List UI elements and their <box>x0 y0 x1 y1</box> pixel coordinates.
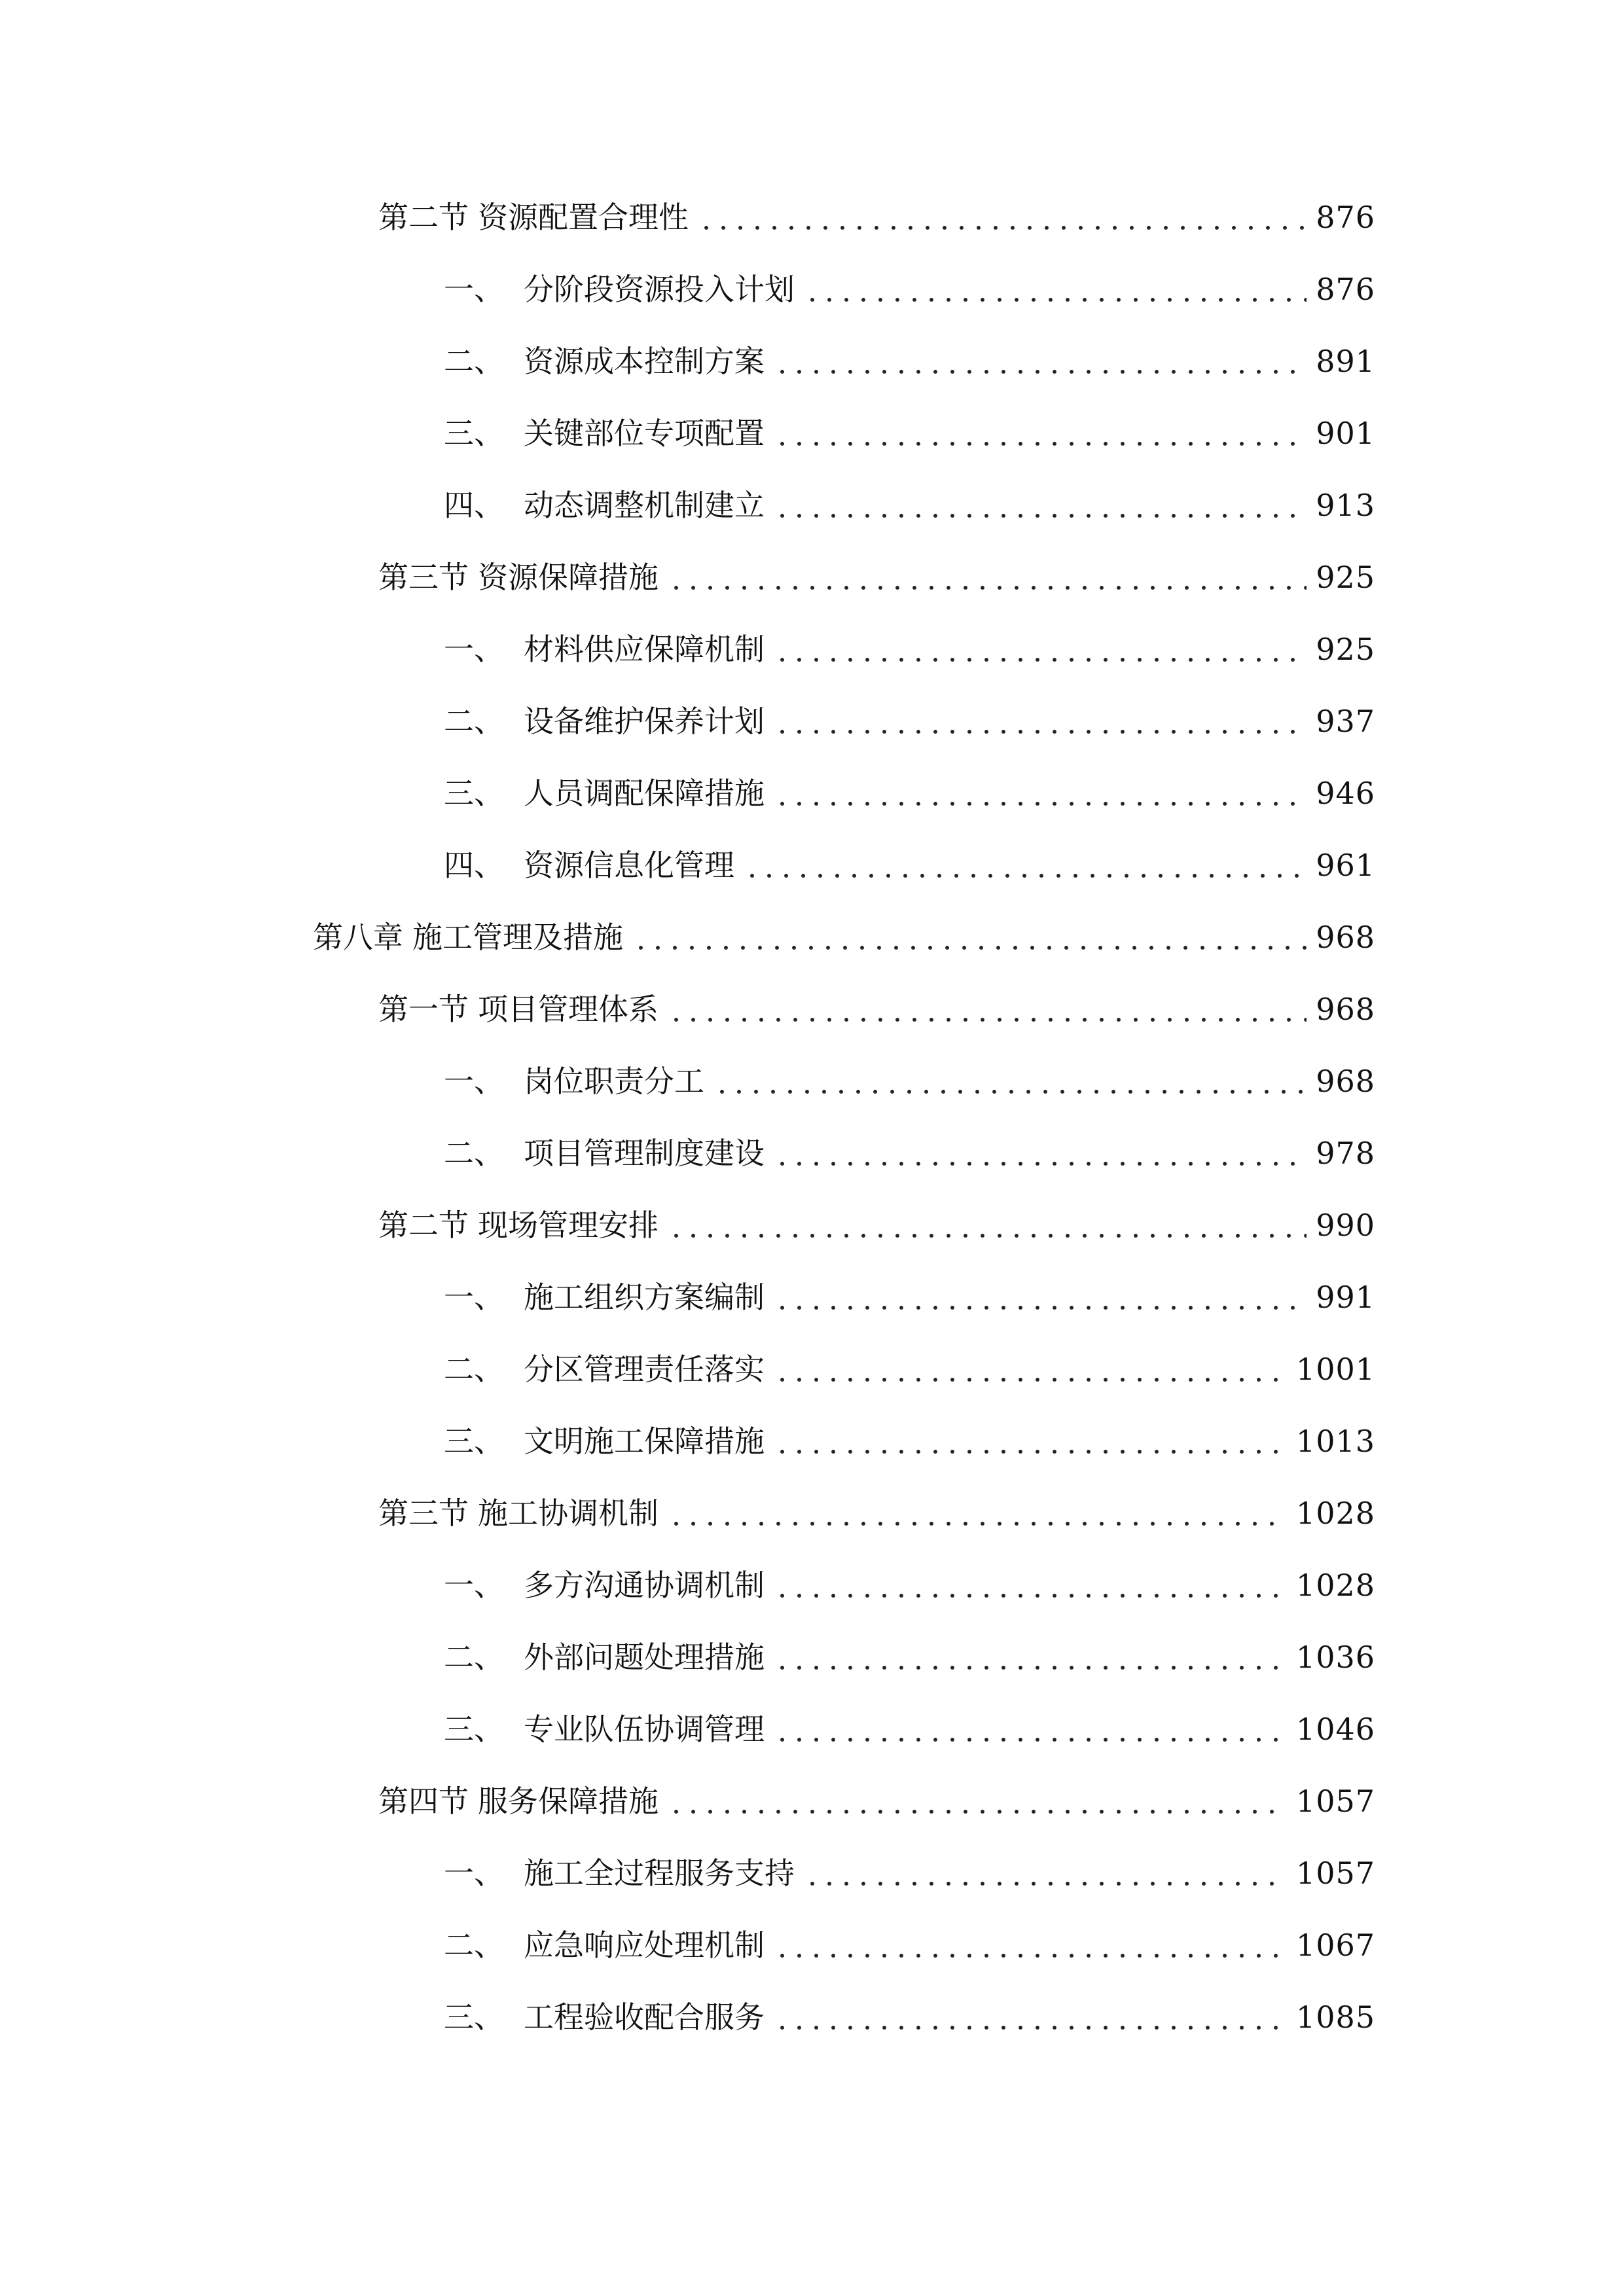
dot-leader <box>774 778 1307 808</box>
toc-entry-number: 三、 <box>444 416 504 451</box>
toc-entry-page: 990 <box>1316 1208 1375 1243</box>
toc-entry[interactable] <box>444 1343 1375 1395</box>
toc-entry-title: 人员调配保障措施 <box>524 776 765 811</box>
toc-entry-page: 968 <box>1316 920 1375 955</box>
dot-leader <box>774 1570 1287 1600</box>
toc-entry[interactable] <box>444 407 1375 459</box>
toc-entry-title: 关键部位专项配置 <box>524 416 765 451</box>
toc-entry-title: 工程验收配合服务 <box>524 2000 765 2035</box>
dot-leader <box>774 2002 1287 2032</box>
dot-leader <box>774 490 1307 520</box>
toc-entry-number: 一、 <box>444 1568 504 1603</box>
dot-leader <box>774 418 1307 448</box>
dot-leader <box>632 922 1307 952</box>
dot-leader <box>774 1354 1287 1384</box>
toc-entry-number: 第二节 <box>378 200 469 235</box>
toc-entry[interactable] <box>378 191 1375 243</box>
toc-entry-page: 925 <box>1316 632 1375 667</box>
toc-entry[interactable] <box>444 1271 1375 1323</box>
toc-entry-title: 岗位职责分工 <box>524 1064 704 1099</box>
toc-entry-title: 材料供应保障机制 <box>524 632 765 667</box>
dot-leader <box>668 1210 1307 1240</box>
dot-leader <box>804 274 1307 304</box>
toc-entry-title: 施工组织方案编制 <box>524 1280 765 1315</box>
toc-entry-title: 资源成本控制方案 <box>524 344 765 379</box>
dot-leader <box>774 1714 1287 1744</box>
toc-entry-title: 设备维护保养计划 <box>524 704 765 739</box>
toc-entry-number: 三、 <box>444 776 504 811</box>
toc-entry-title: 项目管理体系 <box>478 992 659 1027</box>
toc-entry-title: 外部问题处理措施 <box>524 1640 765 1675</box>
toc-entry-number: 二、 <box>444 704 504 739</box>
dot-leader <box>774 1642 1287 1672</box>
dot-leader <box>774 1282 1307 1312</box>
toc-entry-title: 现场管理安排 <box>478 1208 659 1243</box>
toc-entry-number: 一、 <box>444 632 504 667</box>
toc-entry[interactable] <box>444 623 1375 675</box>
toc-entry-page: 876 <box>1316 200 1375 235</box>
toc-entry-page: 1085 <box>1295 2000 1375 2035</box>
toc-entry-page: 961 <box>1316 848 1375 883</box>
toc-entry[interactable] <box>378 1199 1375 1251</box>
toc-entry-number: 二、 <box>444 1640 504 1675</box>
toc-entry[interactable] <box>444 263 1375 315</box>
toc-entry-number: 一、 <box>444 1064 504 1099</box>
toc-entry[interactable] <box>444 767 1375 819</box>
toc-entry[interactable] <box>378 1775 1375 1827</box>
toc-entry-number: 二、 <box>444 1136 504 1171</box>
dot-leader <box>698 202 1307 232</box>
toc-entry-page: 968 <box>1316 1064 1375 1099</box>
toc-entry-page: 1057 <box>1295 1784 1375 1819</box>
toc-entry[interactable] <box>444 1127 1375 1179</box>
toc-entry-title: 应急响应处理机制 <box>524 1928 765 1963</box>
toc-entry[interactable] <box>444 1703 1375 1755</box>
toc-entry-page: 1067 <box>1295 1928 1375 1963</box>
toc-entry[interactable] <box>378 1487 1375 1539</box>
dot-leader <box>774 1138 1307 1168</box>
toc-entry[interactable] <box>444 1055 1375 1107</box>
toc-entry[interactable] <box>444 1847 1375 1899</box>
toc-entry-page: 1028 <box>1295 1568 1375 1603</box>
toc-entry[interactable] <box>444 335 1375 387</box>
toc-entry-number: 一、 <box>444 1856 504 1891</box>
toc-entry[interactable] <box>444 1919 1375 1971</box>
toc-entry[interactable] <box>378 983 1375 1035</box>
toc-entry[interactable] <box>444 1559 1375 1611</box>
toc-entry-title: 服务保障措施 <box>478 1784 659 1819</box>
toc-entry-title: 分阶段资源投入计划 <box>524 272 795 307</box>
toc-entry-number: 三、 <box>444 1424 504 1459</box>
toc-entry-page: 876 <box>1316 272 1375 307</box>
toc-entry-number: 第八章 <box>313 920 403 955</box>
dot-leader <box>774 634 1307 664</box>
toc-entry-number: 四、 <box>444 488 504 523</box>
toc-entry-page: 1036 <box>1295 1640 1375 1675</box>
toc-entry-page: 1001 <box>1295 1352 1375 1387</box>
toc-entry-number: 第三节 <box>378 1496 469 1531</box>
toc-entry-page: 978 <box>1316 1136 1375 1171</box>
toc-entry-page: 968 <box>1316 992 1375 1027</box>
toc-entry-title: 施工管理及措施 <box>412 920 623 955</box>
toc-entry[interactable] <box>444 1991 1375 2043</box>
toc-entry-title: 施工全过程服务支持 <box>524 1856 795 1891</box>
toc-entry-title: 施工协调机制 <box>478 1496 659 1531</box>
dot-leader <box>713 1066 1307 1096</box>
toc-entry-page: 925 <box>1316 560 1375 595</box>
toc-entry-number: 三、 <box>444 2000 504 2035</box>
toc-entry-page: 891 <box>1316 344 1375 379</box>
toc-entry-page: 1013 <box>1295 1424 1375 1459</box>
toc-entry-number: 第三节 <box>378 560 469 595</box>
toc-entry-title: 资源配置合理性 <box>478 200 689 235</box>
toc-entry[interactable] <box>313 911 1375 963</box>
toc-entry-number: 二、 <box>444 1352 504 1387</box>
toc-entry[interactable] <box>378 551 1375 603</box>
toc-entry-number: 第四节 <box>378 1784 469 1819</box>
toc-entry-page: 1028 <box>1295 1496 1375 1531</box>
toc-entry-title: 专业队伍协调管理 <box>524 1712 765 1747</box>
toc-entry-page: 937 <box>1316 704 1375 739</box>
toc-entry[interactable] <box>444 695 1375 747</box>
toc-entry-page: 901 <box>1316 416 1375 451</box>
toc-entry-title: 文明施工保障措施 <box>524 1424 765 1459</box>
toc-entry-page: 946 <box>1316 776 1375 811</box>
toc-entry-number: 一、 <box>444 1280 504 1315</box>
dot-leader <box>774 706 1307 736</box>
dot-leader <box>774 1930 1287 1960</box>
dot-leader <box>668 994 1307 1024</box>
toc-entry-title: 资源保障措施 <box>478 560 659 595</box>
toc-entry-number: 一、 <box>444 272 504 307</box>
toc-entry-page: 1046 <box>1295 1712 1375 1747</box>
dot-leader <box>668 562 1307 592</box>
dot-leader <box>804 1858 1287 1888</box>
toc-entry-number: 第一节 <box>378 992 469 1027</box>
toc-entry-page: 991 <box>1316 1280 1375 1315</box>
toc-entry-title: 多方沟通协调机制 <box>524 1568 765 1603</box>
dot-leader <box>668 1786 1287 1816</box>
toc-entry-number: 四、 <box>444 848 504 883</box>
toc-entry-number: 二、 <box>444 344 504 379</box>
toc-entry-number: 三、 <box>444 1712 504 1747</box>
toc-entry[interactable] <box>444 1415 1375 1467</box>
dot-leader <box>774 1426 1287 1456</box>
toc-entry[interactable] <box>444 839 1375 891</box>
toc-entry-page: 1057 <box>1295 1856 1375 1891</box>
toc-entry-number: 第二节 <box>378 1208 469 1243</box>
dot-leader <box>744 850 1307 880</box>
dot-leader <box>668 1498 1287 1528</box>
toc-entry-title: 项目管理制度建设 <box>524 1136 765 1171</box>
toc-entry[interactable] <box>444 479 1375 531</box>
toc-entry-number: 二、 <box>444 1928 504 1963</box>
toc-entry-title: 动态调整机制建立 <box>524 488 765 523</box>
toc-entry-title: 分区管理责任落实 <box>524 1352 765 1387</box>
toc-entry[interactable] <box>444 1631 1375 1683</box>
toc-entry-page: 913 <box>1316 488 1375 523</box>
toc-entry-title: 资源信息化管理 <box>524 848 734 883</box>
dot-leader <box>774 346 1307 376</box>
